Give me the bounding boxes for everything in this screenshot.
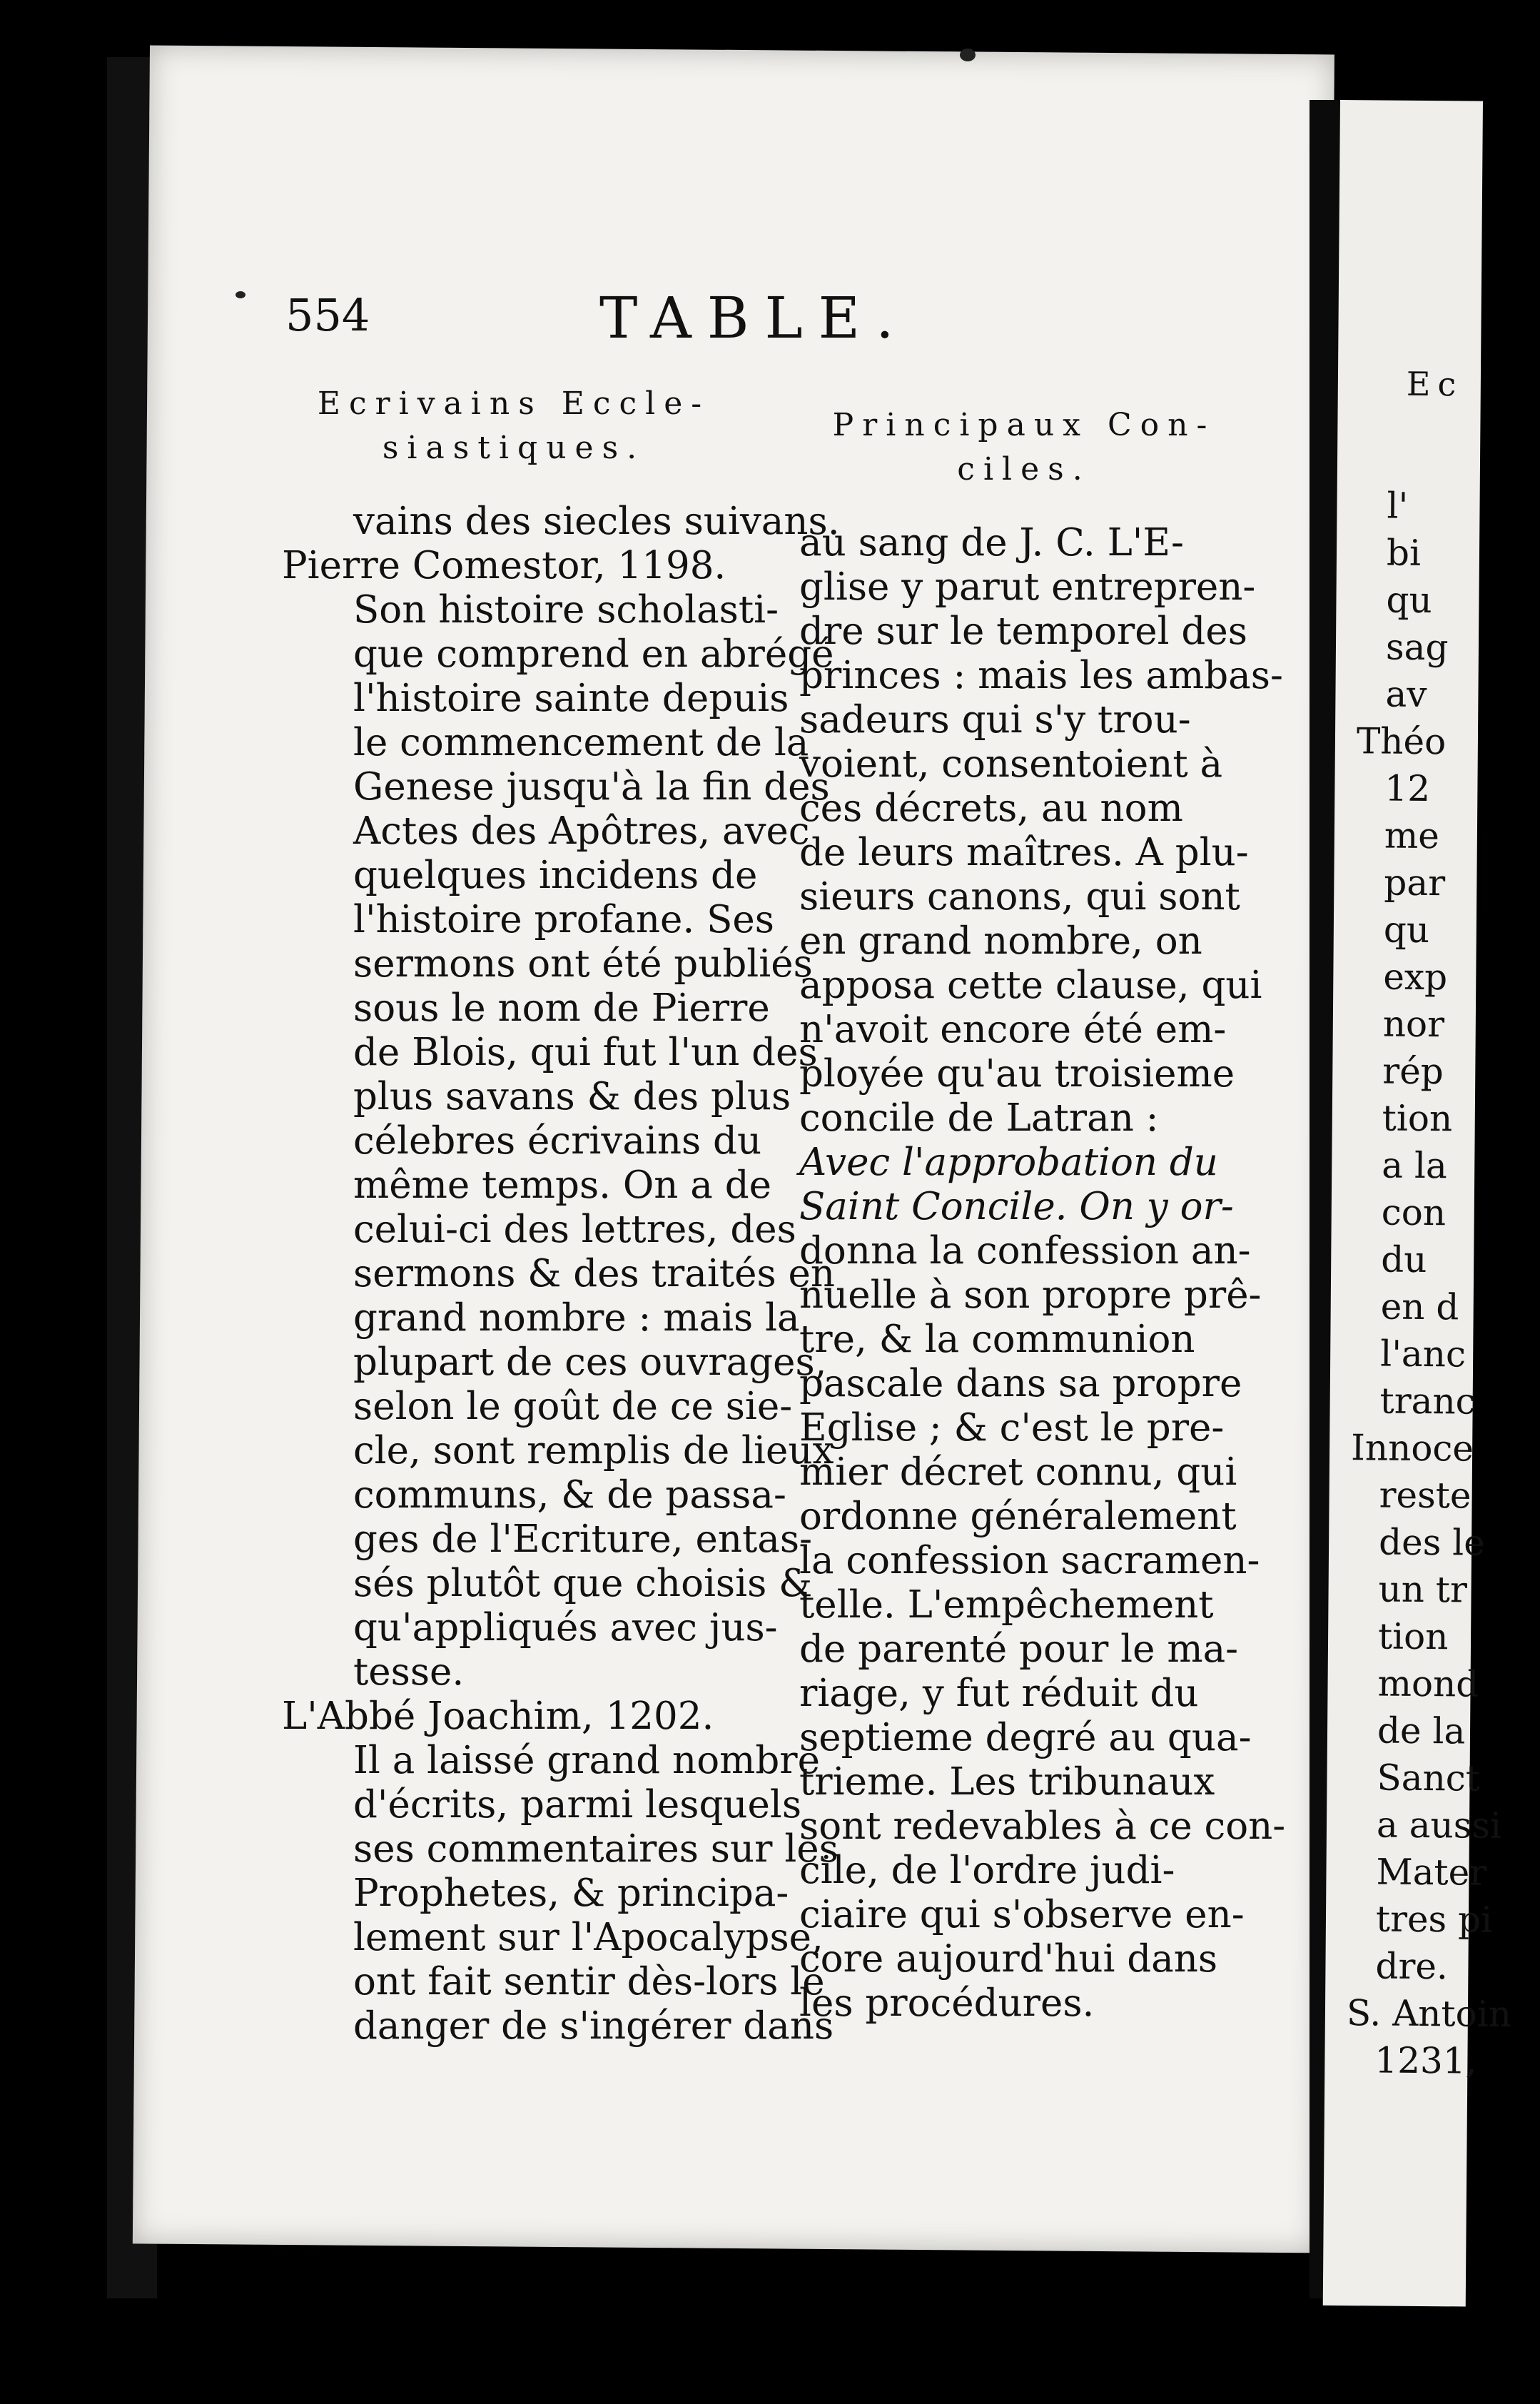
text-line: n'avoit encore été em- bbox=[799, 1008, 1227, 1051]
adjacent-text-fragment: tres pi bbox=[1375, 1898, 1493, 1941]
adjacent-text-fragment: 12 bbox=[1384, 767, 1431, 810]
text-line: Genese jusqu'à la fin des bbox=[353, 765, 830, 809]
text-line: cile, de l'ordre judi- bbox=[799, 1849, 1175, 1892]
right-heading-line: ciles. bbox=[957, 451, 1091, 488]
text-line: core aujourd'hui dans bbox=[799, 1937, 1218, 1981]
adjacent-text-fragment: con bbox=[1381, 1191, 1447, 1234]
text-line: voient, consentoient à bbox=[799, 742, 1223, 786]
text-line: dre sur le temporel des bbox=[799, 610, 1247, 653]
text-line: princes : mais les ambas- bbox=[799, 654, 1283, 697]
text-line: de Blois, qui fut l'un des bbox=[353, 1031, 818, 1074]
text-line: Pierre Comestor, 1198. bbox=[282, 544, 726, 587]
text-line: même temps. On a de bbox=[353, 1163, 772, 1207]
adjacent-text-fragment: l' bbox=[1387, 485, 1409, 527]
text-line: sermons ont été publiés bbox=[353, 942, 813, 986]
text-line: ordonne généralement bbox=[799, 1495, 1237, 1538]
text-line: Avec l'approbation du bbox=[799, 1141, 1218, 1184]
text-line: qu'appliqués avec jus- bbox=[353, 1606, 778, 1650]
adjacent-text-fragment: en d bbox=[1380, 1286, 1459, 1328]
left-column-text bbox=[282, 500, 840, 2049]
text-line: le commencement de la bbox=[353, 721, 809, 764]
text-line: célebres écrivains du bbox=[353, 1119, 762, 1163]
adjacent-text-fragment: Théo bbox=[1356, 720, 1447, 763]
adjacent-text-fragment: qu bbox=[1386, 579, 1432, 622]
adjacent-text-fragment: du bbox=[1381, 1238, 1427, 1281]
text-line: ont fait sentir dès-lors le bbox=[353, 1960, 825, 2004]
text-line: sont redevables à ce con- bbox=[799, 1804, 1286, 1848]
adjacent-text-fragment: Innoce bbox=[1350, 1427, 1474, 1470]
text-line: l'histoire profane. Ses bbox=[353, 898, 774, 941]
text-line: glise y parut entrepren- bbox=[799, 565, 1256, 609]
right-column-text bbox=[799, 521, 1286, 2026]
text-line: d'écrits, parmi lesquels bbox=[353, 1783, 802, 1827]
adjacent-text-fragment: me bbox=[1384, 814, 1440, 857]
adjacent-text-fragment: bi bbox=[1386, 532, 1422, 574]
adjacent-page-heading: Ec bbox=[1406, 364, 1464, 404]
right-heading-line: Principaux Con- bbox=[832, 407, 1216, 443]
adjacent-page-text bbox=[1324, 482, 1512, 2085]
text-line: sadeurs qui s'y trou- bbox=[799, 698, 1191, 742]
text-line: grand nombre : mais la bbox=[353, 1296, 800, 1340]
ink-speck bbox=[960, 49, 976, 61]
text-line: plus savans & des plus bbox=[353, 1075, 791, 1118]
text-line: sermons & des traités en bbox=[353, 1252, 835, 1296]
text-line: ces décrets, au nom bbox=[799, 787, 1183, 830]
text-line: plupart de ces ouvrages, bbox=[353, 1340, 827, 1384]
adjacent-text-fragment: tion bbox=[1382, 1097, 1453, 1140]
adjacent-text-fragment: a aussi bbox=[1376, 1804, 1502, 1847]
adjacent-text-fragment: Sanct bbox=[1377, 1757, 1481, 1799]
text-line: quelques incidens de bbox=[353, 854, 758, 897]
text-line: concile de Latran : bbox=[799, 1096, 1159, 1140]
text-line: ployée qu'au troisieme bbox=[799, 1052, 1235, 1096]
adjacent-text-fragment: l'anc bbox=[1379, 1333, 1466, 1375]
adjacent-text-fragment: mond bbox=[1377, 1662, 1479, 1705]
adjacent-text-fragment: nor bbox=[1382, 1003, 1445, 1046]
text-line: ges de l'Ecriture, entas- bbox=[353, 1517, 812, 1561]
text-line: danger de s'ingérer dans bbox=[353, 2004, 834, 2048]
text-line: Eglise ; & c'est le pre- bbox=[799, 1406, 1225, 1450]
text-line: nuelle à son propre prê- bbox=[799, 1273, 1262, 1317]
text-line: tre, & la communion bbox=[799, 1318, 1195, 1361]
text-line: Prophetes, & principa- bbox=[353, 1872, 789, 1915]
adjacent-text-fragment: tion bbox=[1377, 1615, 1449, 1658]
text-line: vains des siecles suivans. bbox=[353, 500, 840, 543]
left-heading-line: siastiques. bbox=[382, 430, 646, 466]
adjacent-text-fragment: tranc bbox=[1379, 1380, 1476, 1423]
text-line: au sang de J. C. L'E- bbox=[799, 521, 1184, 565]
left-column-heading bbox=[271, 382, 756, 470]
text-line: que comprend en abrégé bbox=[353, 632, 834, 676]
text-line: de parenté pour le ma- bbox=[799, 1627, 1239, 1671]
text-line: riage, y fut réduit du bbox=[799, 1672, 1199, 1715]
right-column-heading bbox=[796, 403, 1252, 492]
adjacent-text-fragment: par bbox=[1384, 862, 1446, 904]
left-heading-line: Ecrivains Eccle- bbox=[317, 385, 711, 422]
adjacent-text-fragment: dre. bbox=[1375, 1945, 1449, 1988]
text-line: de leurs maîtres. A plu- bbox=[799, 831, 1249, 874]
text-line: l'histoire sainte depuis bbox=[353, 677, 789, 720]
text-line: septieme degré au qua- bbox=[799, 1716, 1252, 1759]
text-line: sés plutôt que choisis & bbox=[353, 1562, 813, 1605]
text-line: sous le nom de Pierre bbox=[353, 986, 770, 1030]
adjacent-text-fragment: des le bbox=[1378, 1521, 1486, 1564]
text-line: Il a laissé grand nombre bbox=[353, 1739, 820, 1782]
text-line: ciaire qui s'observe en- bbox=[799, 1893, 1245, 1936]
adjacent-text-fragment: 1231, bbox=[1374, 2039, 1477, 2082]
ink-speck bbox=[235, 291, 245, 298]
text-line: tesse. bbox=[353, 1650, 465, 1694]
text-line: cle, sont remplis de lieux bbox=[353, 1429, 834, 1473]
adjacent-text-fragment: sag bbox=[1385, 626, 1449, 669]
adjacent-text-fragment: un tr bbox=[1378, 1568, 1468, 1611]
text-line: les procédures. bbox=[799, 1981, 1095, 2025]
running-head bbox=[285, 285, 928, 368]
text-line: L'Abbé Joachim, 1202. bbox=[282, 1695, 714, 1738]
text-line: lement sur l'Apocalypse, bbox=[353, 1916, 824, 1959]
running-title: TABLE. bbox=[599, 285, 910, 351]
text-line: celui-ci des lettres, des bbox=[353, 1208, 796, 1251]
text-line: telle. L'empêchement bbox=[799, 1583, 1214, 1627]
text-line: en grand nombre, on bbox=[799, 919, 1202, 963]
text-line: mier décret connu, qui bbox=[799, 1450, 1237, 1494]
text-line: Saint Concile. On y or- bbox=[799, 1185, 1234, 1228]
adjacent-text-fragment: qu bbox=[1383, 909, 1430, 951]
text-line: ses commentaires sur les bbox=[353, 1827, 839, 1871]
adjacent-text-fragment: exp bbox=[1383, 956, 1448, 999]
text-line: la confession sacramen- bbox=[799, 1539, 1260, 1582]
adjacent-text-fragment: de la bbox=[1377, 1709, 1466, 1752]
page-number: 554 bbox=[285, 289, 370, 341]
text-line: sieurs canons, qui sont bbox=[799, 875, 1240, 919]
adjacent-text-fragment: Mater bbox=[1376, 1851, 1487, 1894]
adjacent-text-fragment: reste bbox=[1379, 1474, 1471, 1517]
text-line: pascale dans sa propre bbox=[799, 1362, 1242, 1405]
text-line: apposa cette clause, qui bbox=[799, 964, 1262, 1007]
text-line: selon le goût de ce sie- bbox=[353, 1385, 793, 1428]
text-line: communs, & de passa- bbox=[353, 1473, 786, 1517]
text-line: trieme. Les tribunaux bbox=[799, 1760, 1215, 1804]
text-line: Actes des Apôtres, avec bbox=[353, 809, 810, 853]
text-line: donna la confession an- bbox=[799, 1229, 1251, 1273]
adjacent-text-fragment: a la bbox=[1382, 1144, 1448, 1187]
text-line: Son histoire scholasti- bbox=[353, 588, 779, 632]
adjacent-text-fragment: S. Antoin bbox=[1346, 1992, 1512, 2035]
adjacent-text-fragment: av bbox=[1385, 673, 1427, 715]
adjacent-page bbox=[1323, 100, 1512, 2306]
adjacent-text-fragment: rép bbox=[1382, 1050, 1444, 1093]
